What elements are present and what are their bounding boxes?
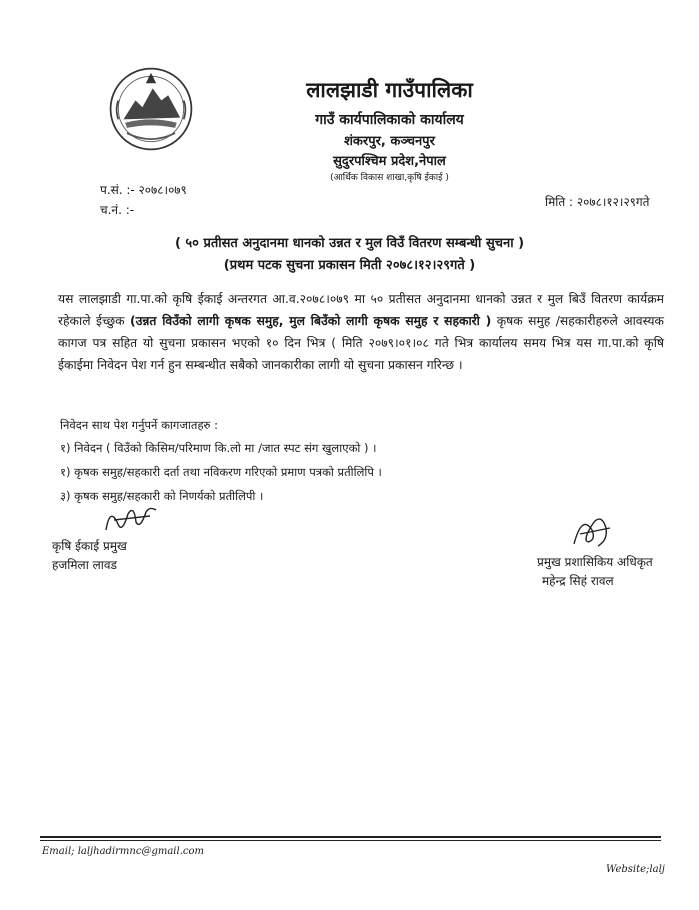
document-item: ३) कृषक समुह/सहकारी को निणर्यको प्रतीलिपी । — [60, 489, 264, 503]
left-signatory-name: हजमिला लावड — [52, 558, 117, 572]
subject-line: ( ५० प्रतीसत अनुदानमा धानको उन्नत र मुल विउँ वितरण सम्बन्धी सुचना ) — [174, 236, 525, 251]
footer-email: Email; laljhadirmnc@gmail.com — [42, 846, 204, 857]
letter-date: मिति : २०७८।१२।२९गते — [545, 195, 650, 209]
office-address: शंकरपुर, कञ्चनपुर — [344, 134, 435, 149]
documents-heading: निवेदन साथ पेश गर्नुपर्ने कागजातहरु : — [60, 418, 218, 432]
footer-website: Website;lalj — [606, 864, 665, 875]
document-item: १) निवेदन ( विउँको किसिम/परिमाण कि.लो मा /जात स्पट संग खुलाएको ) । — [60, 441, 377, 455]
dispatch-number: च.नं. :- — [100, 203, 135, 217]
left-handwritten-signature — [100, 500, 164, 540]
notice-body — [58, 288, 664, 376]
letter-number: प.सं. :- २०७८।०७९ — [100, 183, 187, 197]
right-signatory-name: महेन्द्र सिहं रावल — [542, 574, 614, 588]
footer-divider-thin — [40, 840, 661, 841]
right-handwritten-signature — [568, 510, 618, 554]
footer-divider — [40, 836, 661, 838]
province-name: सुदुरपश्चिम प्रदेश,नेपाल — [333, 154, 446, 169]
notice-body-text-2: कृषक समुह /सहकारीहरुले आवस्यक कागज पत्र सहित यो सुचना प्रकासन भएको १० दिन भित्र ( मिति २०७९।०१।०८ गते भित्र कार्यालय समय भित्र यस गा.पा.को कृषि ईकाईमा निवेदन पेश गर्न हुन सम्बन्धीत सबैको जानकारीका लागी यो सुचना प्रकासन गरिन्छ । — [58, 314, 664, 372]
notice-body-text-1: यस लालझाडी गा.पा.को कृषि ईकाई अन्तरगत आ.व.२०७८।०७९ मा ५० प्रतीसत अनुदानमा धानको उन्नत र मुल बिउँ वितरण कार्यक्रम रहेकाले ईच्छुक — [58, 292, 664, 328]
municipality-title: लालझाडी गाउँपालिका — [306, 78, 473, 102]
branch-name: (आर्थिक विकास शाखा,कृषि ईकाई ) — [330, 173, 449, 183]
notice-body-eligible: (उन्नत विउँको लागी कृषक समुह, मुल बिउँको लागी कृषक समुह र सहकारी ) — [130, 314, 492, 328]
document-item: १) कृषक समुह/सहकारी दर्ता तथा नविकरण गरिएको प्रमाण पत्रको प्रतीलिपि । — [60, 465, 382, 479]
left-signatory-title: कृषि ईकाई प्रमुख — [52, 539, 127, 553]
right-signatory-title: प्रमुख प्रशासिकिय अधिकृत — [537, 555, 653, 569]
office-name: गाउँ कार्यपालिकाको कार्यालय — [315, 112, 464, 128]
subject-publication-date: (प्रथम पटक सुचना प्रकासन मिती २०७८।१२।२९गते ) — [223, 258, 476, 273]
